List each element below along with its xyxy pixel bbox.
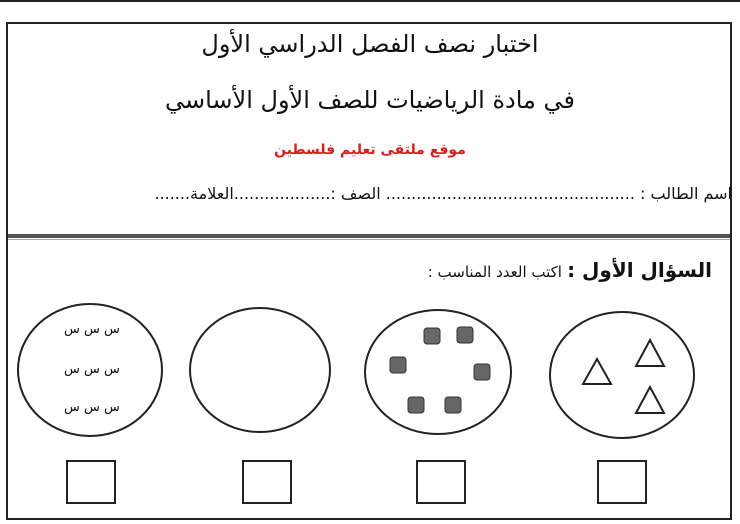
rounded-square-icon: [474, 364, 490, 380]
question-1-title: السؤال الأول :: [567, 258, 712, 282]
letter-row-3: س س س: [64, 400, 120, 415]
circle-group-1: [550, 312, 694, 438]
rounded-square-icon: [445, 397, 461, 413]
question-1-instruction: اكتب العدد المناسب :: [427, 263, 562, 281]
rounded-square-icon: [424, 328, 440, 344]
answer-box-3[interactable]: [242, 460, 292, 504]
triangle-icon: [636, 387, 664, 413]
circle-group-3: [190, 308, 330, 432]
letter-row-2: س س س: [64, 362, 120, 377]
triangle-icon: [636, 340, 664, 366]
student-info-line: اسم الطالب : ................................................. الصف :...................العلامة.......: [154, 184, 732, 203]
exam-subtitle: في مادة الرياضيات للصف الأول الأساسي: [165, 86, 575, 114]
exam-title: اختبار نصف الفصل الدراسي الأول: [201, 30, 539, 58]
rounded-square-icon: [457, 327, 473, 343]
answer-box-1[interactable]: [597, 460, 647, 504]
triangle-icon: [583, 359, 611, 384]
answer-box-4[interactable]: [66, 460, 116, 504]
rounded-square-icon: [408, 397, 424, 413]
rounded-square-icon: [390, 357, 406, 373]
site-name: موقع ملتقى تعليم فلسطين: [274, 142, 466, 158]
letter-row-1: س س س: [64, 322, 120, 337]
answer-box-2[interactable]: [416, 460, 466, 504]
